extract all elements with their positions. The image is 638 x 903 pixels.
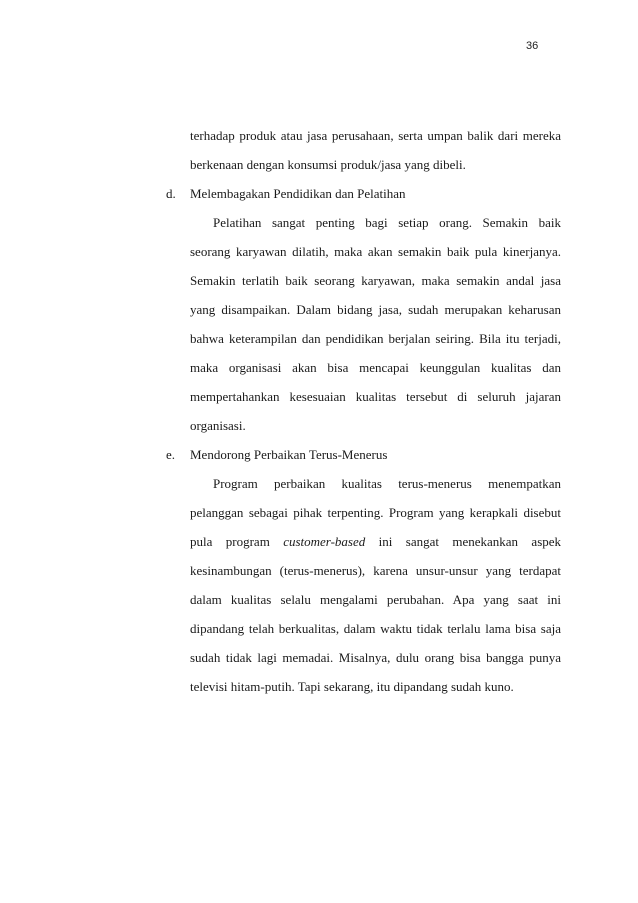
- text-line: organisasi.: [190, 418, 246, 433]
- text-line: dipandang telah berkualitas, dalam waktu tidak terlalu lama bisa saja: [190, 621, 561, 636]
- text-line: bahwa keterampilan dan pendidikan berjalan seiring. Bila itu terjadi,: [190, 331, 561, 346]
- text-line-mixed: [190, 527, 561, 556]
- section-d-heading: [166, 179, 561, 208]
- section-d-paragraph: [166, 208, 561, 440]
- page-number: 36: [526, 40, 539, 52]
- text-line: mempertahankan kesesuaian kualitas tersebut di seluruh jajaran: [190, 389, 561, 404]
- section-e-paragraph: [166, 469, 561, 701]
- section-title: Mendorong Perbaikan Terus-Menerus: [190, 447, 388, 462]
- text-line: Program perbaikan kualitas terus-menerus menempatkan: [213, 476, 561, 491]
- text-line: yang disampaikan. Dalam bidang jasa, sudah merupakan keharusan: [190, 302, 561, 317]
- list-marker: e.: [166, 447, 176, 462]
- list-marker: d.: [166, 186, 176, 201]
- section-title: Melembagakan Pendidikan dan Pelatihan: [190, 186, 406, 201]
- text-segment: ini sangat menekankan aspek: [378, 534, 562, 549]
- text-line: televisi hitam-putih. Tapi sekarang, itu dipandang sudah kuno.: [190, 679, 514, 694]
- text-line: maka organisasi akan bisa mencapai keunggulan kualitas dan: [190, 360, 561, 375]
- text-line: Pelatihan sangat penting bagi setiap orang. Semakin baik: [213, 215, 561, 230]
- text-line: kesinambungan (terus-menerus), karena unsur-unsur yang terdapat: [190, 563, 561, 578]
- text-line: pelanggan sebagai pihak terpenting. Program yang kerapkali disebut: [190, 505, 561, 520]
- text-line: Semakin terlatih baik seorang karyawan, maka semakin andal jasa: [190, 273, 561, 288]
- text-line: terhadap produk atau jasa perusahaan, serta umpan balik dari mereka: [190, 128, 561, 143]
- text-line: seorang karyawan dilatih, maka akan semakin baik pula kinerjanya.: [190, 244, 561, 259]
- text-segment: pula program: [190, 534, 270, 549]
- text-line: sudah tidak lagi memadai. Misalnya, dulu orang bisa bangga punya: [190, 650, 561, 665]
- text-line: berkenaan dengan konsumsi produk/jasa yang dibeli.: [190, 157, 466, 172]
- intro-paragraph: [166, 121, 561, 179]
- italic-term: customer-based: [283, 534, 366, 549]
- section-e-heading: [166, 440, 561, 469]
- text-line: dalam kualitas selalu mengalami perubahan. Apa yang saat ini: [190, 592, 561, 607]
- document-body: [166, 121, 561, 701]
